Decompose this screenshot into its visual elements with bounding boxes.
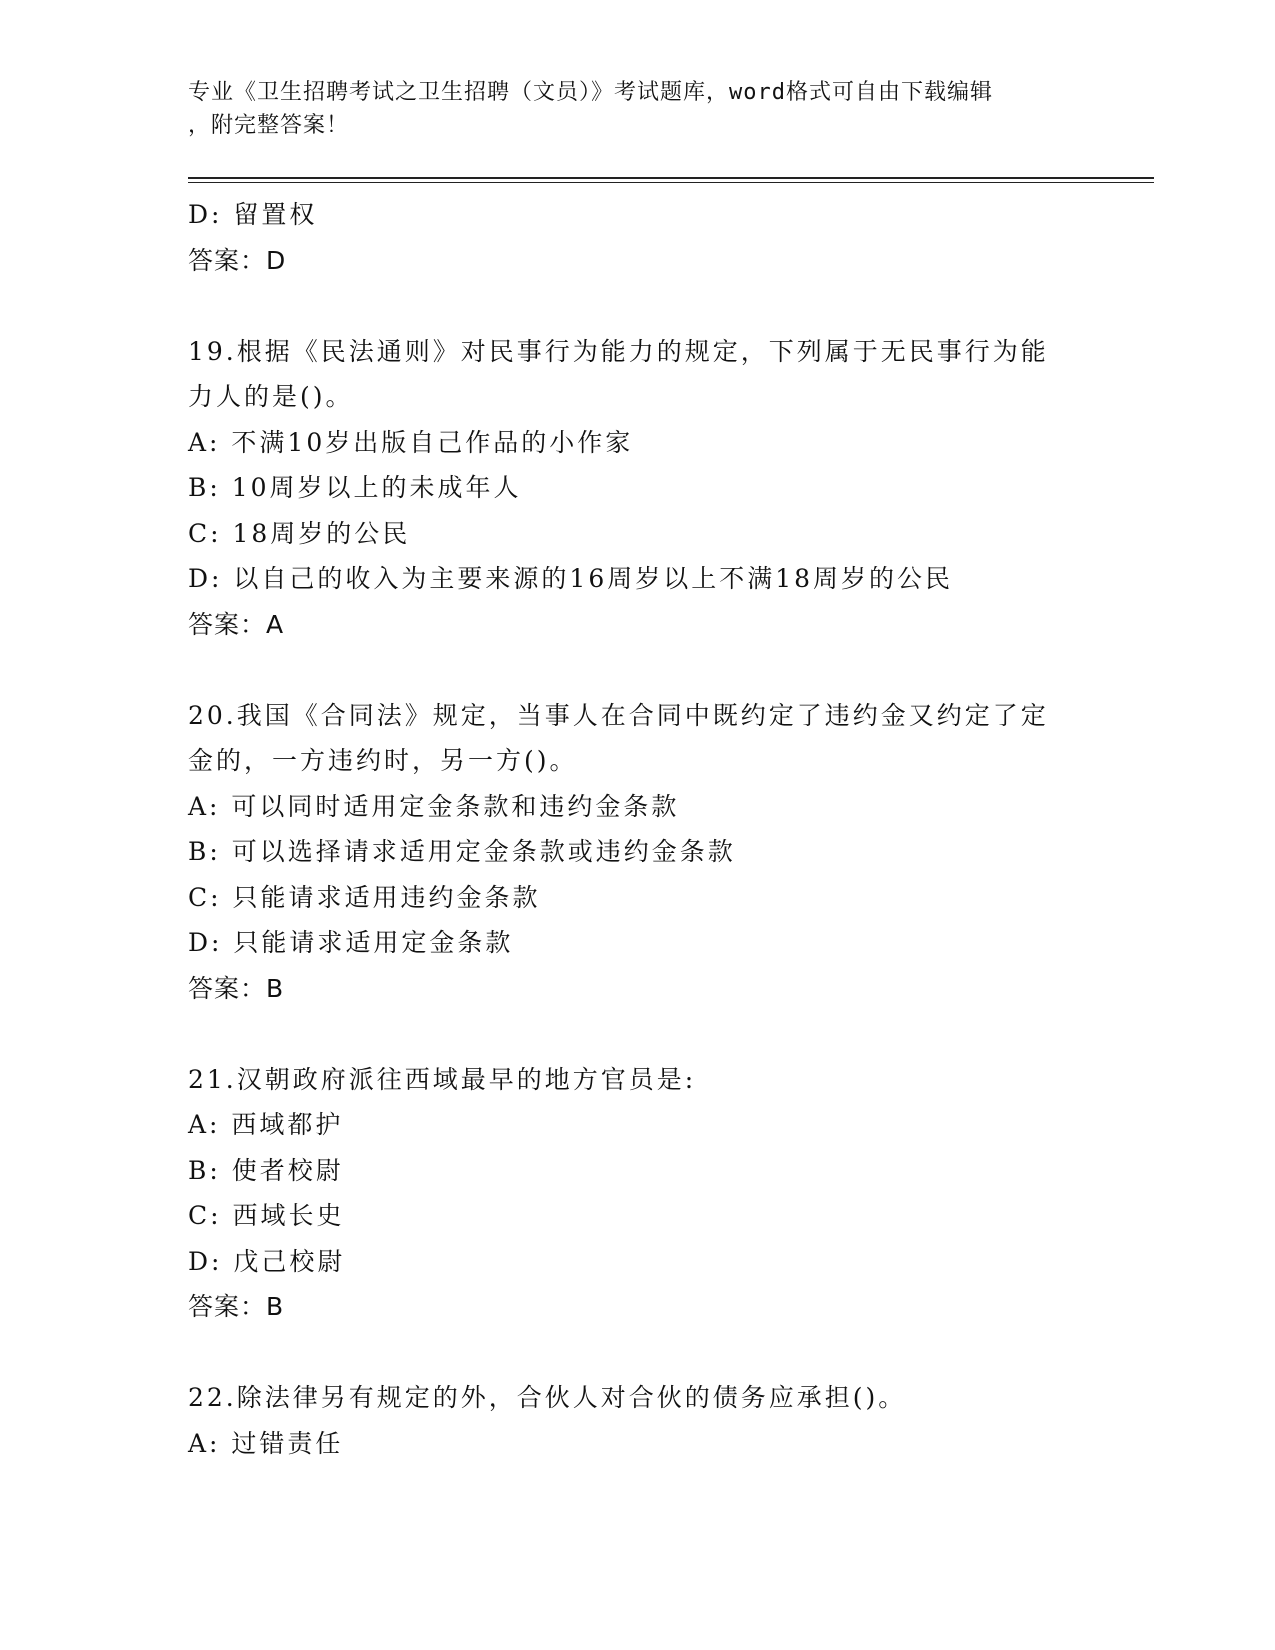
option-c: C: 18周岁的公民 — [188, 518, 411, 548]
question-text-line-1: 21.汉朝政府派往西域最早的地方官员是: — [188, 1064, 697, 1094]
question-text-line-2: 力人的是()。 — [188, 382, 354, 411]
question-20 — [188, 693, 1088, 1012]
option-d: D: 留置权 — [188, 200, 318, 229]
option-a: A: 不满10岁出版自己作品的小作家 — [188, 427, 634, 457]
header-title-line-2: ，附完整答案！ — [188, 113, 350, 138]
question-18-tail — [188, 192, 1088, 283]
option-c: C: 西域长史 — [188, 1201, 345, 1230]
question-text-line-2: 金的，一方违约时，另一方()。 — [188, 746, 578, 775]
header-divider-thick — [188, 177, 1154, 179]
option-d: D: 只能请求适用定金条款 — [188, 928, 514, 957]
question-text-line-1: 22.除法律另有规定的外，合伙人对合伙的债务应承担()。 — [188, 1383, 907, 1412]
option-a: A: 可以同时适用定金条款和违约金条款 — [188, 791, 680, 821]
header-title-line-1: 专业《卫生招聘考试之卫生招聘（文员）》考试题库，word格式可自由下载编辑 — [188, 80, 993, 105]
spacer — [188, 647, 1088, 693]
option-b: B: 可以选择请求适用定金条款或违约金条款 — [188, 837, 736, 866]
question-22 — [188, 1375, 1088, 1466]
question-21 — [188, 1057, 1088, 1330]
option-c: C: 只能请求适用违约金条款 — [188, 882, 541, 912]
spacer — [188, 1011, 1088, 1057]
question-text-line-1: 19.根据《民法通则》对民事行为能力的规定，下列属于无民事行为能 — [188, 336, 1049, 366]
page-header — [188, 76, 1088, 142]
spacer — [188, 283, 1088, 329]
option-d: D: 以自己的收入为主要来源的16周岁以上不满18周岁的公民 — [188, 564, 954, 593]
answer-line: 答案：A — [188, 609, 285, 639]
option-b: B: 使者校尉 — [188, 1155, 344, 1185]
option-d: D: 戊己校尉 — [188, 1246, 346, 1276]
option-a: A: 过错责任 — [188, 1428, 344, 1458]
question-text-line-1: 20.我国《合同法》规定，当事人在合同中既约定了违约金又约定了定 — [188, 700, 1049, 730]
answer-line: 答案：B — [188, 973, 285, 1003]
answer-line: 答案：D — [188, 245, 287, 275]
option-a: A: 西域都护 — [188, 1110, 344, 1139]
option-b: B: 10周岁以上的未成年人 — [188, 473, 522, 502]
spacer — [188, 1330, 1088, 1376]
header-divider-thin — [188, 182, 1154, 183]
question-list — [188, 192, 1088, 1466]
question-19 — [188, 329, 1088, 648]
answer-line: 答案：B — [188, 1292, 285, 1321]
